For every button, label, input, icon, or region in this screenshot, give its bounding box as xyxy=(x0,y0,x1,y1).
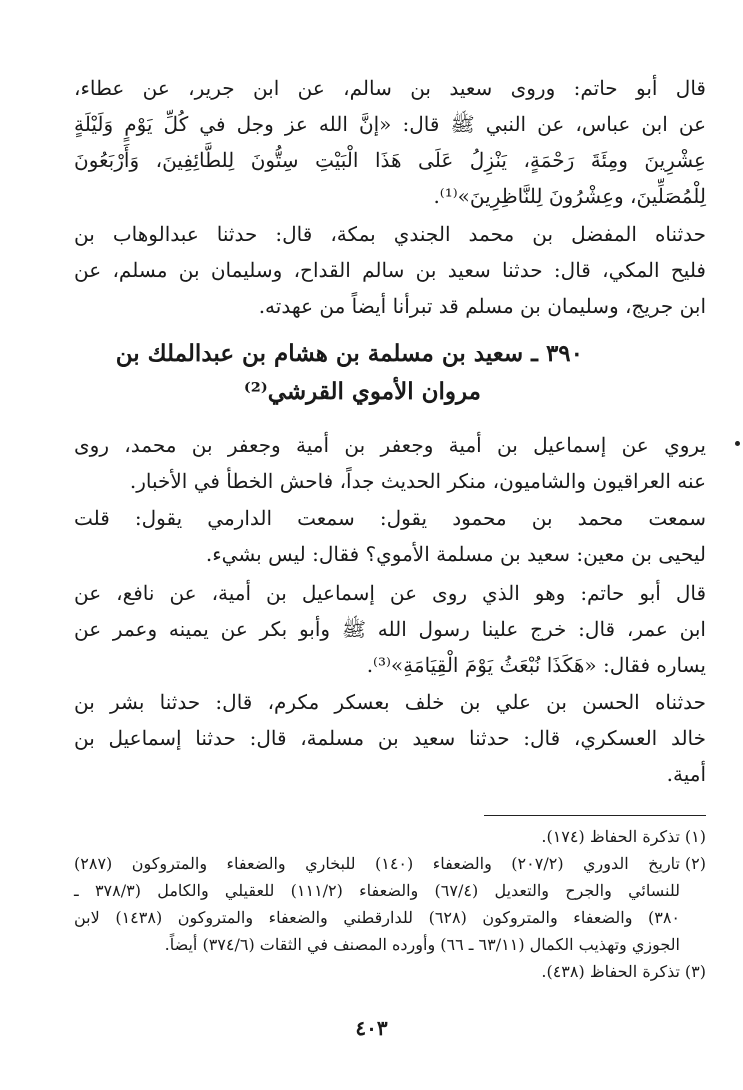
paragraph-3 xyxy=(74,427,706,499)
paragraph-line: حدثناه المفضل بن محمد الجندي بمكة، قال: حدثنا عبدالوهاب بن xyxy=(74,222,706,246)
paragraph-line: يساره فقال: «هَكَذَا نُبْعَثُ يَوْمَ الْقِيَامَةِ»⁽³⁾. xyxy=(366,653,706,677)
paragraph-line: قال أبو حاتم: وهو الذي روى عن إسماعيل بن أمية، عن نافع، عن xyxy=(74,581,706,605)
paragraph-6 xyxy=(74,684,706,792)
paragraph-line: ابن عمر، قال: خرج علينا رسول الله ﷺ وأبو بكر عن يمينه وعمر عن xyxy=(74,617,706,641)
footnote-line: تذكرة الحفاظ (١٧٤). xyxy=(541,827,680,846)
footnote-line: الجوزي وتهذيب الكمال (٦٣/١١ ـ ٦٦) وأورده المصنف في الثقات (٣٧٤/٦) أيضاً. xyxy=(164,935,680,954)
entry-heading-line-2: مروان الأموي القرشي⁽²⁾ xyxy=(243,378,481,405)
paragraph-line: سمعت محمد بن محمود يقول: سمعت الدارمي يقول: قلت xyxy=(74,506,706,530)
paragraph-1 xyxy=(74,70,706,214)
paragraph-line: ليحيى بن معين: سعيد بن مسلمة الأموي؟ فقال: ليس بشيء. xyxy=(205,542,706,566)
footnote-1 xyxy=(74,823,706,850)
footnote-separator xyxy=(484,815,706,816)
paragraph-line: ابن جريج، وسليمان بن مسلم قد تبرأنا أيضاً من عهدته. xyxy=(258,294,706,318)
paragraph-line: عن ابن عباس، عن النبي ﷺ قال: «إنَّ الله عز وجل في كُلِّ يَوْمٍ وَلَيْلَةٍ xyxy=(74,112,706,136)
footnote-line: تاريخ الدوري (٢٠٧/٢) والضعفاء (١٤٠) للبخاري والضعفاء والمتروكون (٢٨٧) xyxy=(74,854,680,873)
paragraph-line: عِشْرِينَ ومِئَةَ رَحْمَةٍ، يَنْزِلُ عَلَى هَذَا الْبَيْتِ سِتُّونَ لِلطَّائِفِينَ، وَأَرْبَعُونَ xyxy=(74,148,706,172)
footnote-line: ٣٨٠) والضعفاء والمتروكون (٦٢٨) للدارقطني والضعفاء والمتروكون (١٤٣٨) لابن xyxy=(74,908,681,927)
paragraph-line: أمية. xyxy=(666,762,706,786)
paragraph-4 xyxy=(74,500,706,572)
footnote-number: (١) xyxy=(684,827,706,846)
entry-heading-line-1: ٣٩٠ ـ سعيد بن مسلمة بن هشام بن عبدالملك بن xyxy=(115,340,583,367)
footnote-line: للنسائي والجرح والتعديل (٦٧/٤) والضعفاء (١١١/٢) للعقيلي والكامل (٣٧٨/٣ ـ xyxy=(74,881,680,900)
footnote-number: (٢) xyxy=(684,854,706,873)
footnote-line: تذكرة الحفاظ (٤٣٨). xyxy=(541,962,680,981)
footnote-3 xyxy=(74,958,706,985)
paragraph-5 xyxy=(74,575,706,683)
page-number: ٤٠٣ xyxy=(355,1016,388,1040)
paragraph-line: يروي عن إسماعيل بن أمية وجعفر بن أمية وجعفر بن محمد، روى xyxy=(74,433,706,457)
margin-dot xyxy=(735,441,740,446)
paragraph-line: قال أبو حاتم: وروى سعيد بن سالم، عن ابن جرير، عن عطاء، xyxy=(74,76,706,100)
footnote-number: (٣) xyxy=(684,962,706,981)
paragraph-line: خالد العسكري، قال: حدثنا سعيد بن مسلمة، قال: حدثنا إسماعيل بن xyxy=(74,726,707,750)
paragraph-line: عنه العراقيون والشاميون، منكر الحديث جداً، فاحش الخطأ في الأخبار. xyxy=(129,469,706,493)
footnote-2 xyxy=(74,850,706,958)
paragraph-line: لِلْمُصَلِّينَ، وعِشْرُونَ لِلنَّاظِرِينَ»⁽¹⁾. xyxy=(433,184,706,208)
paragraph-2 xyxy=(74,216,706,324)
footnotes xyxy=(74,823,706,985)
paragraph-line: حدثناه الحسن بن علي بن خلف بعسكر مكرم، قال: حدثنا بشر بن xyxy=(74,690,706,714)
paragraph-line: فليح المكي، قال: حدثنا سعيد بن سالم القداح، وسليمان بن مسلم، عن xyxy=(74,258,706,282)
